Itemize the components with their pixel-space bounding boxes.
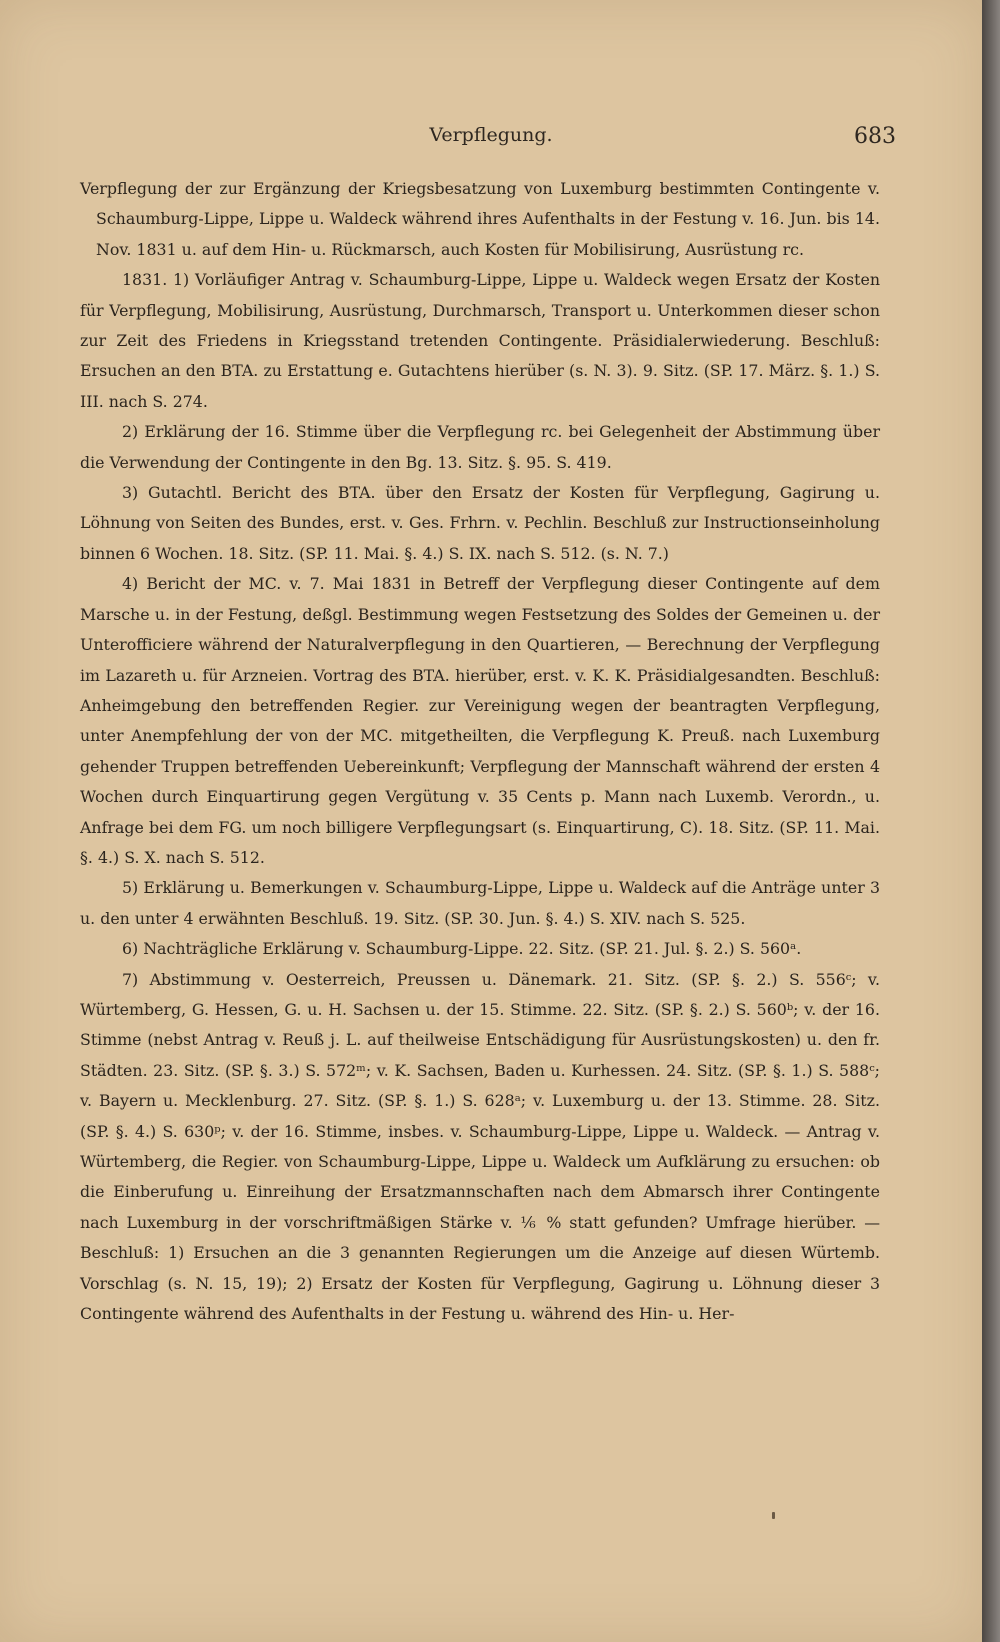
paragraph-item-3: 3) Gutachtl. Bericht des BTA. über den Ersatz der Kosten für Verpflegung, Gagirung u. Löhnung von Seiten des Bundes, erst. v. Ges. Frhrn. v. Pechlin. Beschluß zur Instructionseinholung binnen 6 Wochen. 18. Sitz. (SP. 11. Mai. §. 4.) S. IX. nach S. 512. (s. N. 7.) xyxy=(80,483,880,563)
page-header xyxy=(0,124,982,154)
page-number: 683 xyxy=(854,124,896,149)
entry-heading-paragraph: Verpflegung der zur Ergänzung der Kriegsbesatzung von Luxemburg bestimmten Contingente v. Schaumburg-Lippe, Lippe u. Waldeck während ihres Aufenthalts in der Festung v. 16. Jun. bis 14. Nov. 1831 u. auf dem Hin- u. Rückmarsch, auch Kosten für Mobilisirung, Ausrüstung rc. xyxy=(80,179,880,259)
paragraph-item-4: 4) Bericht der MC. v. 7. Mai 1831 in Betreff der Verpflegung dieser Contingente auf dem Marsche u. in der Festung, deßgl. Bestimmung wegen Festsetzung des Soldes der Gemeinen u. der Unterofficiere während der Naturalverpflegung in den Quartieren, — Berechnung der Verpflegung im Lazareth u. für Arzneien. Vortrag des BTA. hierüber, erst. v. K. K. Präsidialgesandten. Beschluß: Anheimgebung den betreffenden Regier. zur Vereinigung wegen der beantragten Verpflegung, unter Anempfehlung der von der MC. mitgetheilten, die Verpflegung K. Preuß. nach Luxemburg gehender Truppen betreffenden Uebereinkunft; Verpflegung der Mannschaft während der ersten 4 Wochen durch Einquartirung gegen Vergütung v. 35 Cents p. Mann nach Luxemb. Verordn., u. Anfrage bei dem FG. um noch billigere Verpflegungsart (s. Einquartirung, C). 18. Sitz. (SP. 11. Mai. §. 4.) S. X. nach S. 512. xyxy=(80,574,880,867)
paragraph-item-2: 2) Erklärung der 16. Stimme über die Verpflegung rc. bei Gelegenheit der Abstimmung über die Verwendung der Contingente in den Bg. 13. Sitz. §. 95. S. 419. xyxy=(80,422,880,472)
paragraph-item-6: 6) Nachträgliche Erklärung v. Schaumburg-Lippe. 22. Sitz. (SP. 21. Jul. §. 2.) S. 560ᵃ. xyxy=(122,939,802,959)
paragraph-item-7: 7) Abstimmung v. Oesterreich, Preussen u. Dänemark. 21. Sitz. (SP. §. 2.) S. 556ᶜ; v. Würtemberg, G. Hessen, G. u. H. Sachsen u. der 15. Stimme. 22. Sitz. (SP. §. 2.) S. 560ᵇ; v. der 16. Stimme (nebst Antrag v. Reuß j. L. auf theilweise Entschädigung für Ausrüstungskosten) u. den fr. Städten. 23. Sitz. (SP. §. 3.) S. 572ᵐ; v. K. Sachsen, Baden u. Kurhessen. 24. Sitz. (SP. §. 1.) S. 588ᶜ; v. Bayern u. Mecklenburg. 27. Sitz. (SP. §. 1.) S. 628ᵃ; v. Luxemburg u. der 13. Stimme. 28. Sitz. (SP. §. 4.) S. 630ᵖ; v. der 16. Stimme, insbes. v. Schaumburg-Lippe, Lippe u. Waldeck. — Antrag v. Würtemberg, die Regier. von Schaumburg-Lippe, Lippe u. Waldeck um Aufklärung zu ersuchen: ob die Einberufung u. Einreihung der Ersatzmannschaften nach dem Abmarsch ihrer Contingente nach Luxemburg in der vorschriftmäßigen Stärke v. ⅙ % statt gefunden? Umfrage hierüber. — Beschluß: 1) Ersuchen an die 3 genannten Regierungen um die Anzeige auf diesen Würtemb. Vorschlag (s. N. 15, 19); 2) Ersatz der Kosten für Verpflegung, Gagirung u. Löhnung dieser 3 Contingente während des Aufenthalts in der Festung u. während des Hin- u. Her- xyxy=(80,969,880,1324)
page-edge-shadow xyxy=(982,0,1000,1642)
running-head: Verpflegung. xyxy=(429,124,553,146)
body-text xyxy=(80,174,880,1329)
paragraph-item-5: 5) Erklärung u. Bemerkungen v. Schaumburg-Lippe, Lippe u. Waldeck auf die Anträge unter 3 u. den unter 4 erwähnten Beschluß. 19. Sitz. (SP. 30. Jun. §. 4.) S. XIV. nach S. 525. xyxy=(80,878,880,928)
paragraph-1831-item-1: 1831. 1) Vorläufiger Antrag v. Schaumburg-Lippe, Lippe u. Waldeck wegen Ersatz der Kosten für Verpflegung, Mobilisirung, Ausrüstung, Durchmarsch, Transport u. Unterkommen dieser schon zur Zeit des Friedens in Kriegsstand tretenden Contingente. Präsidialerwiederung. Beschluß: Ersuchen an den BTA. zu Erstattung e. Gutachtens hierüber (s. N. 3). 9. Sitz. (SP. 17. März. §. 1.) S. III. nach S. 274. xyxy=(80,270,880,411)
paper-speck-mark xyxy=(772,1512,775,1519)
